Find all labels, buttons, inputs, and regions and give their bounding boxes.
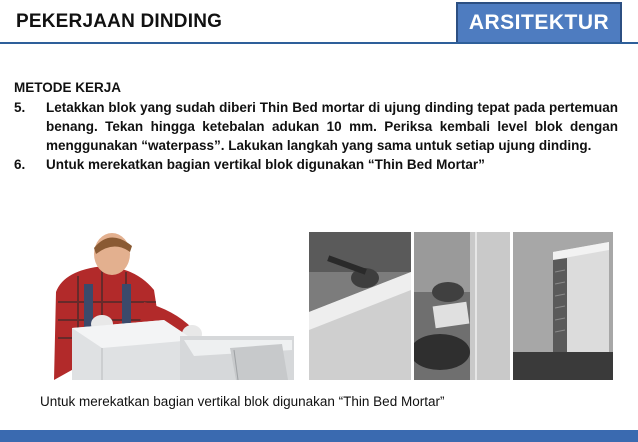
header-divider [0,42,638,44]
step-item [14,155,618,174]
section-label: METODE KERJA [14,80,122,95]
worker-laying-block-photo [44,232,294,380]
category-badge: ARSITEKTUR [456,2,622,44]
image-caption: Untuk merekatkan bagian vertikal blok digunakan “Thin Bed Mortar” [40,394,445,409]
page-title: PEKERJAAN DINDING [16,11,223,32]
mortar-trowel-photo [414,232,510,380]
step-text: Untuk merekatkan bagian vertikal blok digunakan “Thin Bed Mortar” [46,157,485,172]
step-number: 6. [14,157,26,172]
step-item [14,98,618,155]
trowel-application-photo [309,232,411,380]
step-number: 5. [14,100,26,115]
steps-list [14,98,618,174]
footer-bar [0,430,638,442]
block-vertical-joint-photo [513,232,613,380]
step-text: Letakkan blok yang sudah diberi Thin Bed mortar di ujung dinding tepat pada pertemuan benang. Tekan hingga ketebalan adukan 10 mm. Periksa kembali level blok dengan menggunakan “waterpass”. Lakukan langkah yang sama untuk setiap ujung dinding. [46,100,618,153]
